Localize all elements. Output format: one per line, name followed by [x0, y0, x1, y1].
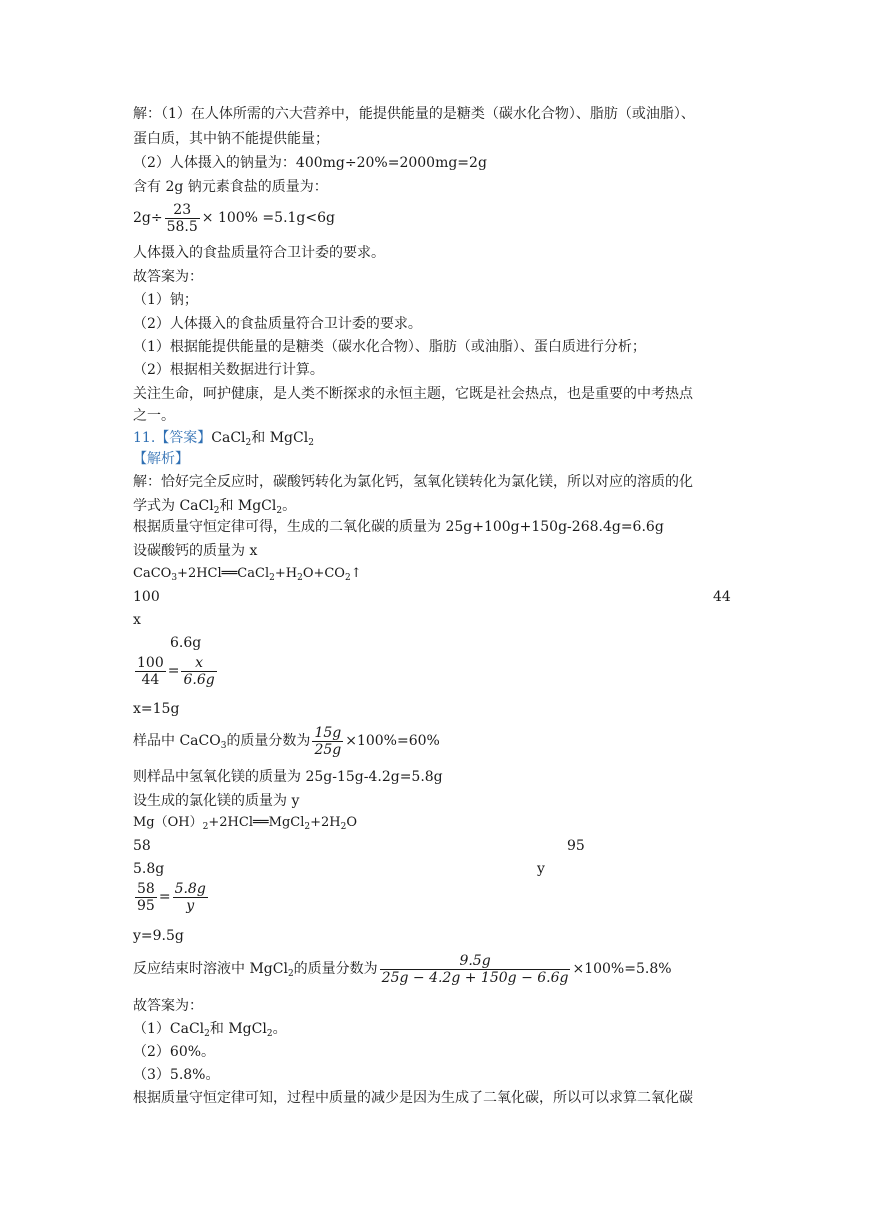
text-line: （2）根据相关数据进行计算。 [133, 362, 324, 378]
text-line: 解：（1）在人体所需的六大营养中，能提供能量的是糖类（碳水化合物）、脂肪（或油脂）、 [133, 106, 695, 122]
fraction: $\frac{23}{58.5}$ [166, 201, 198, 235]
answer-1: （1）CaCl$_2$和 MgCl$_2$。 [133, 1021, 287, 1039]
text-line: 根据质量守恒定律可得，生成的二氧化碳的质量为 25g+100g+150g-268.4g=6.6g [133, 519, 664, 535]
text-line: （2）人体摄入的食盐质量符合卫计委的要求。 [133, 316, 422, 332]
co2-mass: 6.6g [170, 635, 202, 651]
reaction-equation-2: $Mg(OH)_2+2HCl══MgCl_2+2H_2O$ [133, 815, 358, 832]
text-line: 蛋白质，其中钠不能提供能量； [133, 131, 329, 147]
text-line: 则样品中氢氧化镁的质量为 25g-15g-4.2g=5.8g [133, 769, 443, 785]
caco3-percentage: 样品中 CaCO$_3$的质量分数为 $\frac{15g}{25g}$ ×100%=60% [133, 724, 440, 758]
text-line: （1）钠； [133, 292, 198, 308]
text-line: （1）根据能提供能量的是糖类（碳水化合物）、脂肪（或油脂）、蛋白质进行分析； [133, 339, 646, 355]
text-line: 解：恰好完全反应时，碳酸钙转化为氯化钙，氢氧化镁转化为氯化镁，所以对应的溶质的化 [133, 474, 693, 490]
text-line: 含有 2g 钠元素食盐的质量为： [133, 179, 328, 195]
reaction-equation-1: $CaCO_3+2HCl══CaCl_2+H_2O+CO_2↑$ [133, 566, 362, 583]
result-x: x=15g [133, 701, 180, 717]
text-line: 关注生命，呵护健康，是人类不断探求的永恒主题，它既是社会热点，也是重要的中考热点 [133, 386, 693, 402]
molar-mass-caco3: 100 [133, 589, 160, 605]
text-line: 故答案为： [133, 998, 203, 1014]
text-line: 学式为 CaCl$_2$和 MgCl$_2$。 [133, 498, 297, 516]
text-line: 故答案为： [133, 269, 203, 285]
salt-equation: 2g÷ $\frac{23}{58.5}$ × 100% =5.1g<6g [133, 201, 335, 235]
unknown-x: x [133, 612, 141, 628]
answer-tag: 【答案】 [155, 430, 212, 446]
text-line: （2）人体摄入的钠量为：400mg÷20%=2000mg=2g [133, 155, 487, 171]
proportion-1: $\frac{100}{44}$ = $\frac{x}{6.6g}$ [137, 654, 215, 688]
analysis-tag: 【解析】 [133, 451, 189, 467]
molar-mass-mgcl2: 95 [567, 838, 585, 854]
molar-mass-co2: 44 [713, 589, 731, 605]
mgcl2-percentage: 反应结束时溶液中 MgCl$_2$的质量分数为 $\frac{9.5g}{25g - 4.2g + 150g - 6.6g}$ ×100%=5.8% [133, 952, 672, 986]
text-line: 之一。 [133, 408, 175, 424]
answer-2: （2）60%。 [133, 1044, 216, 1060]
molar-mass-mgoh2: 58 [133, 838, 151, 854]
result-y: y=9.5g [133, 928, 184, 944]
mgoh2-mass: 5.8g [133, 861, 165, 877]
unknown-y: y [537, 861, 545, 877]
text-line: 设碳酸钙的质量为 x [133, 543, 258, 559]
proportion-2: $\frac{58}{95}$ = $\frac{5.8g}{y}$ [137, 880, 206, 914]
text-line: 根据质量守恒定律可知，过程中质量的减少是因为生成了二氧化碳，所以可以求算二氧化碳 [133, 1090, 693, 1106]
question-number: 11. [133, 430, 156, 446]
question-11-answer: 11.【答案】CaCl$_2$和 MgCl$_2$ [133, 430, 314, 448]
answer-3: （3）5.8%。 [133, 1067, 220, 1083]
text-line: 人体摄入的食盐质量符合卫计委的要求。 [133, 245, 385, 261]
text-line: 设生成的氯化镁的质量为 y [133, 793, 300, 809]
